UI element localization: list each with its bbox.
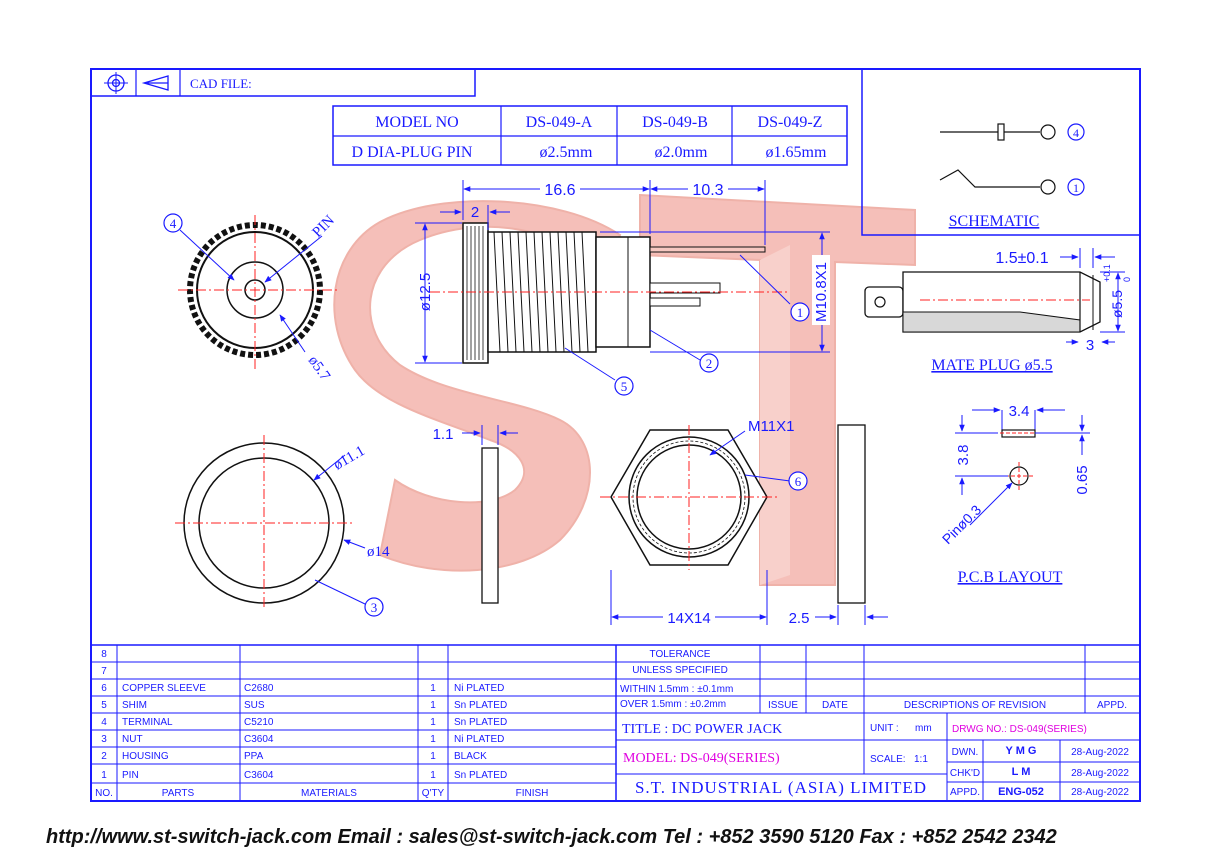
tolerance-revision-block bbox=[616, 645, 1140, 713]
dim-dia-12-5: ø12.5 bbox=[417, 272, 434, 312]
tb-appd: APPD. bbox=[949, 787, 981, 798]
nut-thickness: 2.5 bbox=[788, 610, 810, 627]
washer-callout-3: 3 bbox=[370, 600, 378, 615]
tb-appd-name: ENG-052 bbox=[998, 786, 1044, 798]
front-view bbox=[164, 212, 340, 384]
washer-inner-dia: ø11.1 bbox=[331, 443, 368, 474]
dim-2: 2 bbox=[470, 204, 480, 221]
bom-cell-no: 4 bbox=[101, 717, 107, 728]
side-callout-2: 2 bbox=[705, 356, 713, 371]
model-header-label: MODEL NO bbox=[375, 114, 459, 131]
bom-cell-mat: PPA bbox=[244, 751, 264, 762]
bom-cell-qty: 1 bbox=[430, 683, 436, 694]
cad-header bbox=[91, 69, 475, 96]
dim-thread-m10-8: M10.8X1 bbox=[813, 261, 830, 323]
tb-scale-label: SCALE: bbox=[870, 754, 906, 765]
tb-drwg-no: DRWG NO.: DS-049(SERIES) bbox=[952, 724, 1087, 735]
bom-cell-mat: C2680 bbox=[244, 683, 274, 694]
bom-cell-no: 5 bbox=[101, 700, 107, 711]
model-row-a: ø2.5mm bbox=[539, 144, 593, 161]
pcb-pin-label: Pinø0.3 bbox=[938, 501, 985, 548]
bom-cell-part: PIN bbox=[122, 770, 139, 781]
dim-10-3: 10.3 bbox=[692, 182, 724, 199]
bom-cell-no: 3 bbox=[101, 734, 107, 745]
tol-line-2: UNLESS SPECIFIED bbox=[632, 665, 728, 676]
bom-cell-no: 1 bbox=[101, 770, 107, 781]
bom-cell-part: NUT bbox=[122, 734, 143, 745]
bom-head-parts: PARTS bbox=[161, 788, 195, 799]
tb-chkd-name: L M bbox=[1011, 766, 1031, 778]
mate-dim-3: 3 bbox=[1085, 337, 1095, 354]
tb-company: S.T. INDUSTRIAL (ASIA) LIMITED bbox=[634, 778, 928, 797]
dim-16-6: 16.6 bbox=[544, 182, 576, 199]
bom-cell-qty: 1 bbox=[430, 717, 436, 728]
bom-cell-no: 7 bbox=[101, 666, 107, 677]
mate-plug-title: MATE PLUG ø5.5 bbox=[931, 357, 1053, 374]
contact-footer: http://www.st-switch-jack.com Email : sales@st-switch-jack.com Tel : +852 3590 5120 Fax : +852 2542 2342 bbox=[46, 826, 1057, 848]
bom-cell-part: COPPER SLEEVE bbox=[122, 683, 206, 694]
nut-callout-6: 6 bbox=[794, 474, 802, 489]
side-callout-1: 1 bbox=[796, 305, 804, 320]
bom-cell-part: SHIM bbox=[122, 700, 147, 711]
bom-cell-fin: Sn PLATED bbox=[454, 770, 508, 781]
rev-date: DATE bbox=[822, 700, 848, 711]
bom-cell-mat: SUS bbox=[244, 700, 265, 711]
model-row-label: D DIA-PLUG PIN bbox=[351, 144, 473, 161]
tb-model: MODEL: DS-049(SERIES) bbox=[623, 751, 780, 766]
tol-line-4: OVER 1.5mm : ±0.2mm bbox=[620, 699, 727, 710]
tol-line-3: WITHIN 1.5mm : ±0.1mm bbox=[620, 684, 734, 695]
pcb-dim-3-8: 3.8 bbox=[955, 444, 972, 466]
bom-cell-qty: 1 bbox=[430, 770, 436, 781]
model-row-b: ø2.0mm bbox=[654, 144, 708, 161]
bom-cell-mat: C5210 bbox=[244, 717, 274, 728]
pcb-dim-0-65: 0.65 bbox=[1074, 465, 1091, 495]
nut-view bbox=[600, 418, 888, 627]
tb-chkd: CHK'D bbox=[949, 768, 981, 779]
tb-unit-label: UNIT : bbox=[870, 723, 899, 734]
bom-head-finish: FINISH bbox=[515, 788, 549, 799]
tb-appd-date: 28-Aug-2022 bbox=[1071, 787, 1129, 798]
schematic-callout-4: 4 bbox=[1073, 126, 1079, 140]
bom-head-no: NO. bbox=[95, 788, 113, 799]
bom-cell-part: TERMINAL bbox=[122, 717, 173, 728]
front-dia-label: ø5.7 bbox=[304, 353, 333, 384]
bom-cell-part: HOUSING bbox=[122, 751, 169, 762]
tol-line-1: TOLERANCE bbox=[649, 649, 711, 660]
pcb-dim-3-4: 3.4 bbox=[1008, 403, 1030, 420]
pcb-title: P.C.B LAYOUT bbox=[957, 569, 1063, 586]
bom-cell-fin: Ni PLATED bbox=[454, 734, 505, 745]
tb-dwn-name: Y M G bbox=[1005, 745, 1037, 757]
tb-scale: 1:1 bbox=[914, 754, 928, 765]
schematic-title: SCHEMATIC bbox=[948, 213, 1040, 230]
title-block bbox=[616, 713, 1140, 801]
mate-tol-dn: 0 bbox=[1122, 276, 1132, 282]
model-header-b: DS-049-B bbox=[642, 114, 708, 131]
mate-dia: ø5.5 bbox=[1109, 289, 1125, 318]
front-pin-label: PIN bbox=[309, 212, 338, 241]
rev-desc: DESCRIPTIONS OF REVISION bbox=[903, 700, 1047, 711]
model-header-a: DS-049-A bbox=[525, 114, 593, 131]
washer-thickness: 1.1 bbox=[432, 426, 454, 443]
model-row-z: ø1.65mm bbox=[765, 144, 827, 161]
tb-chkd-date: 28-Aug-2022 bbox=[1071, 768, 1129, 779]
cad-file-label: CAD FILE: bbox=[190, 76, 252, 91]
tb-dwn-date: 28-Aug-2022 bbox=[1071, 747, 1129, 758]
bom-cell-mat: C3604 bbox=[244, 734, 274, 745]
nut-thread: M11X1 bbox=[748, 418, 795, 435]
tb-title: TITLE : DC POWER JACK bbox=[622, 722, 783, 737]
bom-cell-no: 6 bbox=[101, 683, 107, 694]
tb-dwn: DWN. bbox=[951, 747, 979, 758]
bom-cell-qty: 1 bbox=[430, 734, 436, 745]
bom-cell-fin: Sn PLATED bbox=[454, 700, 508, 711]
bom-head-materials: MATERIALS bbox=[301, 788, 357, 799]
bom-cell-mat: C3604 bbox=[244, 770, 274, 781]
bom-head-qty: Q'TY bbox=[421, 788, 445, 799]
nut-size: 14X14 bbox=[667, 610, 711, 627]
pcb-layout bbox=[939, 403, 1091, 586]
schematic-callout-1: 1 bbox=[1073, 181, 1079, 195]
mate-tol-up: +0.1 bbox=[1102, 264, 1112, 282]
rev-appd: APPD. bbox=[1096, 700, 1128, 711]
tb-unit: mm bbox=[915, 723, 932, 734]
washer-outer-dia: ø14 bbox=[367, 544, 390, 560]
bom-cell-qty: 1 bbox=[430, 700, 436, 711]
bom-cell-fin: BLACK bbox=[454, 751, 487, 762]
mate-plug-view bbox=[865, 248, 1132, 374]
bom-cell-no: 8 bbox=[101, 649, 107, 660]
model-header-z: DS-049-Z bbox=[757, 114, 823, 131]
front-callout-4: 4 bbox=[169, 216, 177, 231]
mate-dim-1-5: 1.5±0.1 bbox=[995, 250, 1049, 267]
bom-cell-fin: Sn PLATED bbox=[454, 717, 508, 728]
bom-cell-fin: Ni PLATED bbox=[454, 683, 505, 694]
model-table bbox=[333, 106, 847, 165]
bom-cell-no: 2 bbox=[101, 751, 107, 762]
bom-cell-qty: 1 bbox=[430, 751, 436, 762]
side-callout-5: 5 bbox=[620, 379, 628, 394]
rev-issue: ISSUE bbox=[767, 700, 799, 711]
